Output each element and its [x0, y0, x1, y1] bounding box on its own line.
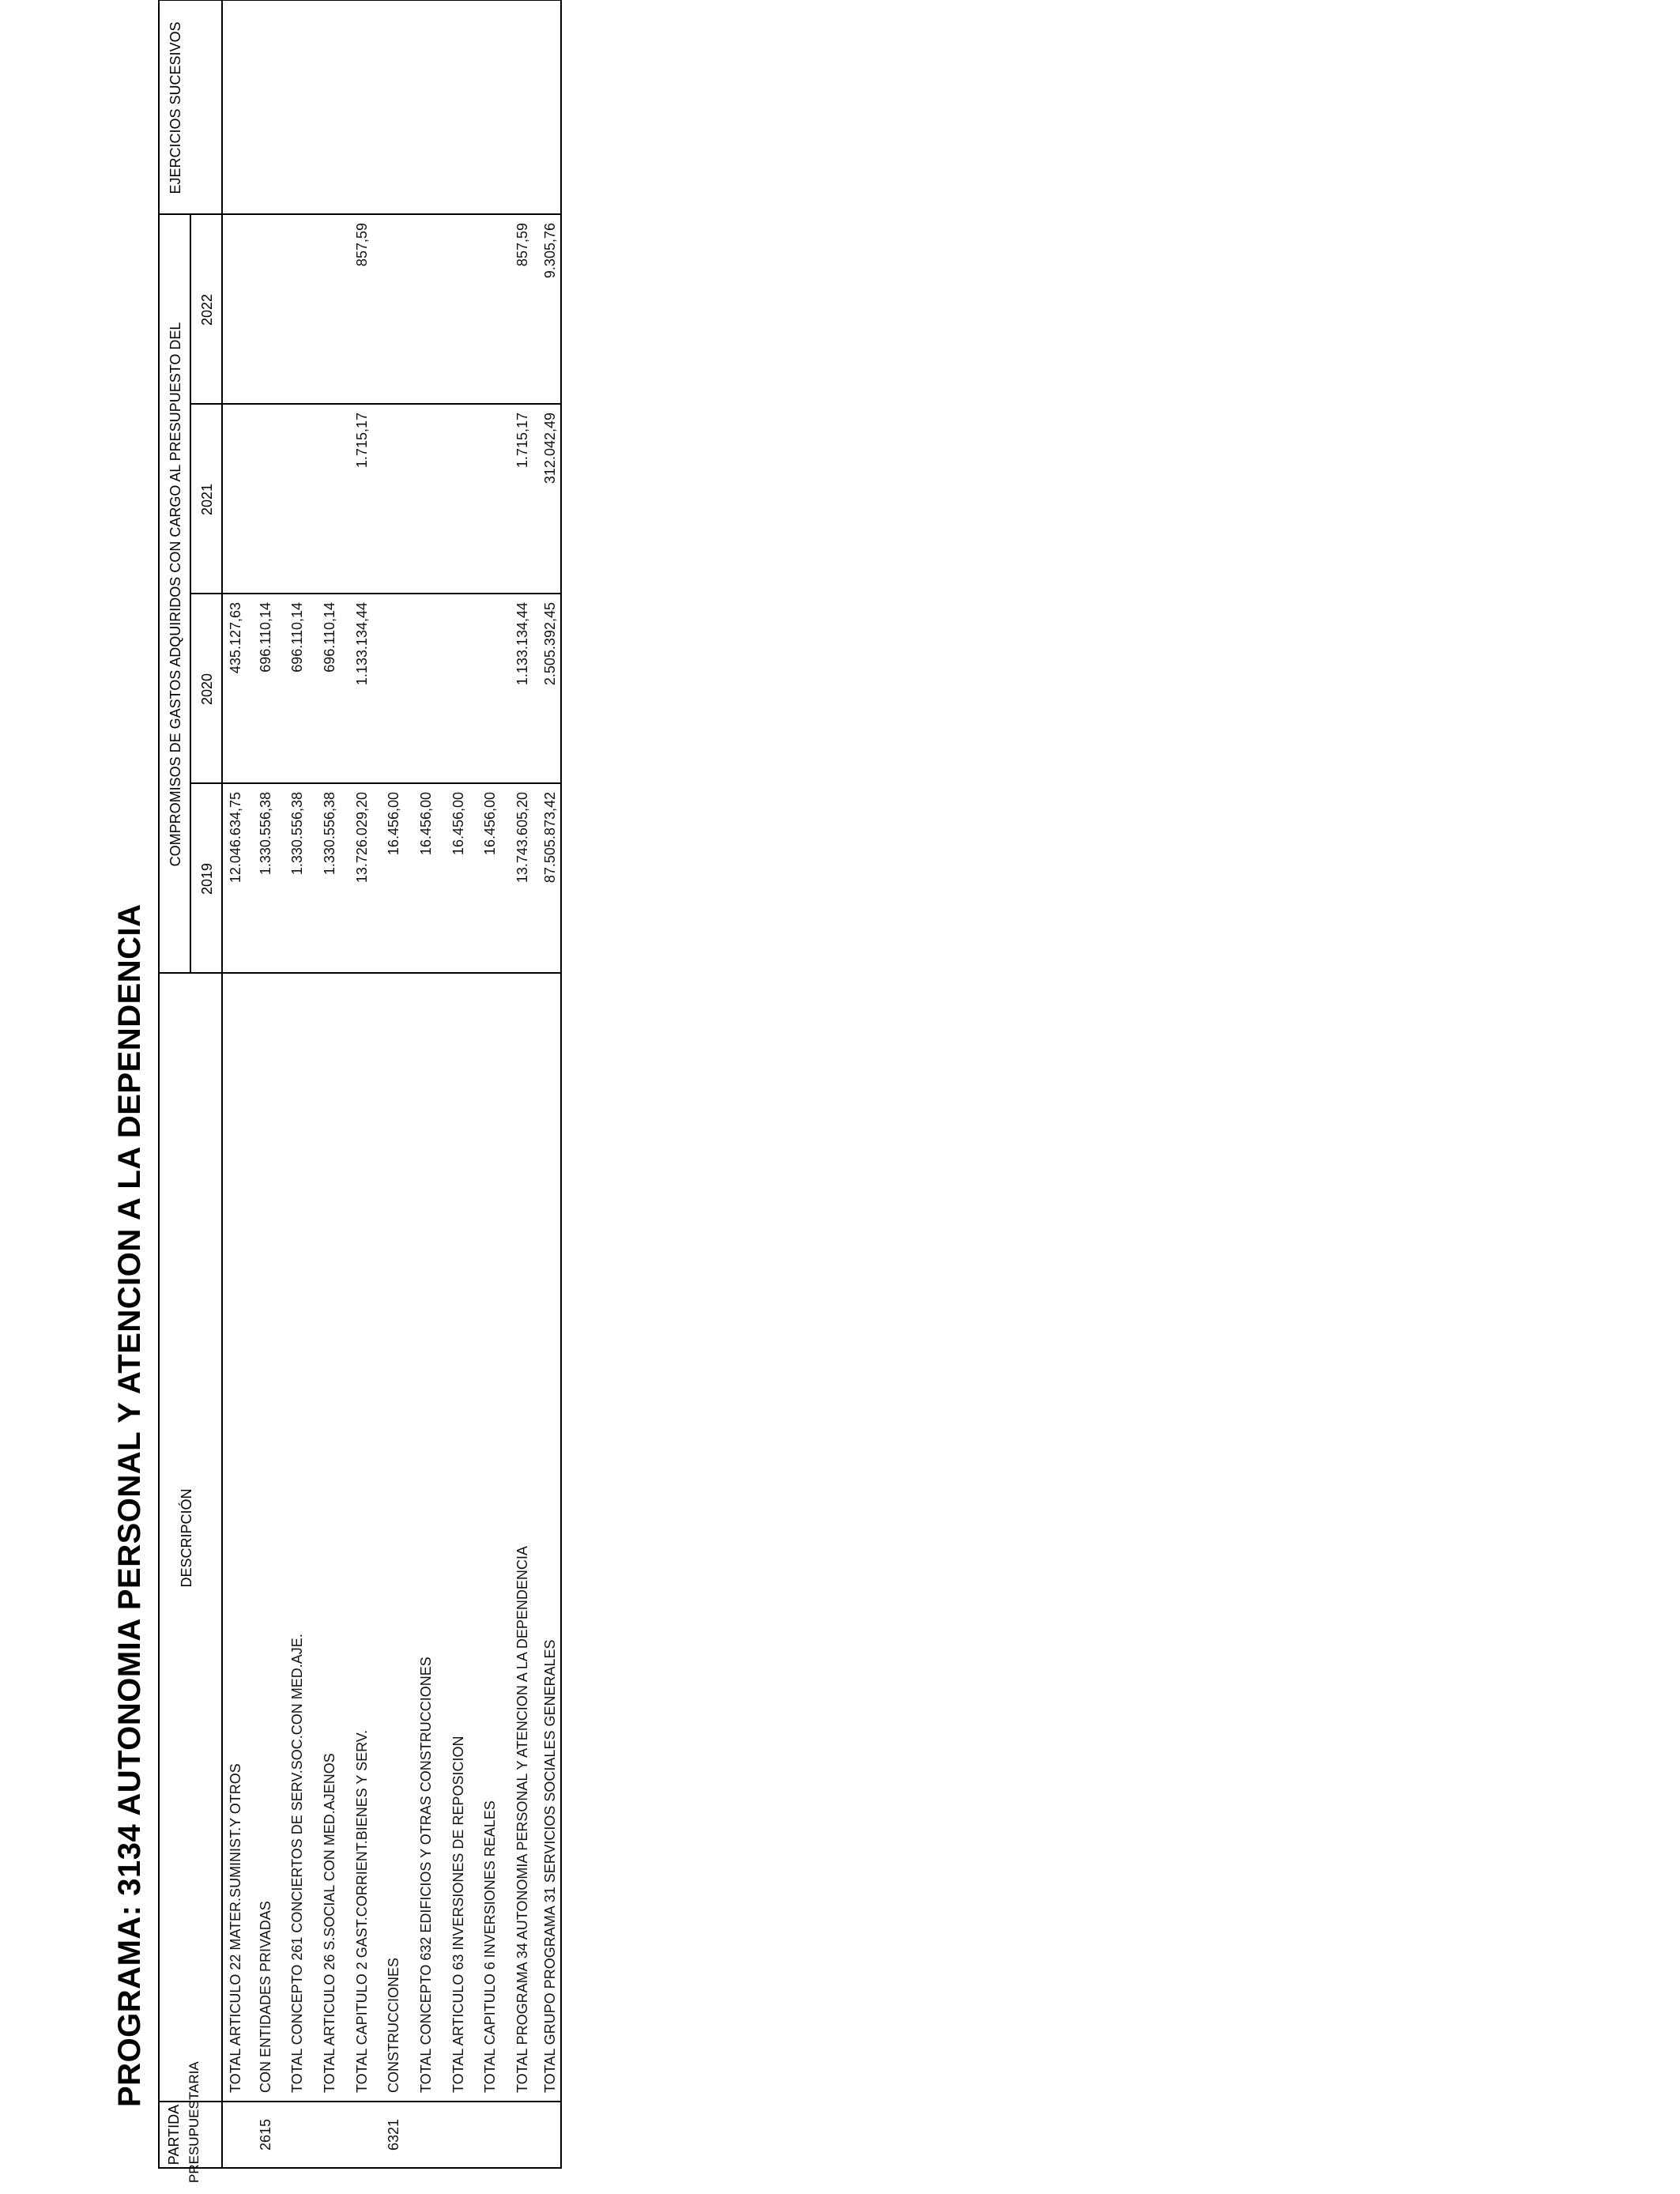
cell-sucesivos [256, 9, 275, 213]
cell-partida [320, 2102, 339, 2167]
cell-2021 [416, 413, 435, 593]
cell-2022 [288, 223, 307, 403]
cell-sucesivos [384, 9, 403, 213]
cell-2019: 16.456,00 [450, 792, 466, 856]
col-divider-2022 [160, 213, 560, 215]
cell-partida [226, 2102, 245, 2167]
cell-sucesivos [320, 9, 339, 213]
cell-2021 [480, 413, 499, 593]
cell-2022 [256, 223, 275, 403]
cell-sucesivos [541, 9, 559, 213]
header-year-2022: 2022 [199, 293, 215, 326]
cell-2020: 435.127,63 [228, 602, 243, 674]
cell-2022: 857,59 [514, 223, 530, 267]
cell-descripcion: TOTAL GRUPO PROGRAMA 31 SERVICIOS SOCIALES GENERALES [542, 1639, 558, 2093]
cell-2019: 1.330.556,38 [322, 792, 337, 876]
cell-sucesivos [288, 9, 307, 213]
col-divider-descripcion [160, 972, 560, 974]
cell-descripcion: TOTAL CONCEPTO 632 EDIFICIOS Y OTRAS CONSTRUCCIONES [418, 1657, 434, 2093]
cell-descripcion: CONSTRUCCIONES [386, 1957, 401, 2093]
cell-partida: 6321 [386, 2118, 401, 2151]
cell-2021 [256, 413, 275, 593]
cell-2022: 857,59 [354, 223, 370, 267]
cell-2020: 1.133.134,44 [354, 602, 370, 686]
cell-sucesivos [480, 9, 499, 213]
cell-2020: 696.110,14 [258, 602, 273, 673]
cell-2020 [384, 602, 403, 782]
cell-descripcion: CON ENTIDADES PRIVADAS [258, 1901, 273, 2093]
header-year-2019: 2019 [199, 862, 215, 895]
cell-2021 [449, 413, 468, 593]
cell-2022 [480, 223, 499, 403]
cell-sucesivos [449, 9, 468, 213]
page-title: PROGRAMA: 3134 AUTONOMIA PERSONAL Y ATENCION A LA DEPENDENCIA [112, 903, 147, 2107]
header-compromisos: COMPROMISOS DE GASTOS ADQUIRIDOS CON CARGO AL PRESUPUESTO DEL [168, 322, 183, 867]
cell-2022 [384, 223, 403, 403]
header-presupuestaria: PRESUPUESTARIA [186, 2061, 202, 2183]
cell-sucesivos [352, 9, 371, 213]
cell-descripcion: TOTAL CAPITULO 6 INVERSIONES REALES [482, 1800, 498, 2093]
cell-2020 [449, 602, 468, 782]
col-divider-2021 [190, 403, 560, 405]
cell-partida [288, 2102, 307, 2167]
cell-2020: 1.133.134,44 [514, 602, 530, 686]
cell-2019: 16.456,00 [386, 792, 401, 856]
cell-2021 [320, 413, 339, 593]
header-bottom-line [221, 1, 223, 2167]
header-ejercicios-sucesivos: EJERCICIOS SUCESIVOS [168, 21, 183, 194]
cell-partida [416, 2102, 435, 2167]
cell-2020: 2.505.392,45 [542, 602, 558, 686]
cell-descripcion: TOTAL PROGRAMA 34 AUTONOMIA PERSONAL Y ATENCION A LA DEPENDENCIA [514, 1546, 530, 2093]
cell-2022 [416, 223, 435, 403]
cell-2019: 1.330.556,38 [258, 792, 273, 876]
cell-2019: 13.726.029,20 [354, 792, 370, 884]
col-divider-2020 [190, 593, 560, 594]
cell-sucesivos [513, 9, 532, 213]
col-divider-2019 [190, 782, 560, 784]
cell-2022 [449, 223, 468, 403]
cell-2021 [226, 413, 245, 593]
header-year-2021: 2021 [199, 483, 215, 516]
cell-partida [513, 2102, 532, 2167]
cell-partida [352, 2102, 371, 2167]
cell-partida [449, 2102, 468, 2167]
cell-2019: 16.456,00 [482, 792, 498, 856]
cell-2022 [320, 223, 339, 403]
cell-2019: 13.743.605,20 [514, 792, 530, 884]
cell-2019: 1.330.556,38 [289, 792, 305, 876]
cell-2019: 12.046.634,75 [228, 792, 243, 884]
cell-descripcion: TOTAL ARTICULO 63 INVERSIONES DE REPOSICION [450, 1736, 466, 2093]
cell-sucesivos [226, 9, 245, 213]
cell-2021: 1.715,17 [354, 413, 370, 469]
cell-2021 [288, 413, 307, 593]
cell-2019: 16.456,00 [418, 792, 434, 856]
cell-descripcion: TOTAL CONCEPTO 261 CONCIERTOS DE SERV.SOC.CON MED.AJE. [289, 1634, 305, 2093]
cell-descripcion: TOTAL CAPITULO 2 GAST.CORRIENT.BIENES Y SERV. [354, 1729, 370, 2093]
cell-2020: 696.110,14 [322, 602, 337, 673]
cell-2021 [384, 413, 403, 593]
cell-partida [541, 2102, 559, 2167]
header-descripcion: DESCRIPCIÓN [179, 1488, 194, 1588]
cell-descripcion: TOTAL ARTICULO 26 S.SOCIAL CON MED.AJENOS [322, 1753, 337, 2093]
header-divider-compromisos [190, 215, 191, 974]
cell-partida [480, 2102, 499, 2167]
cell-2020 [416, 602, 435, 782]
cell-2020: 696.110,14 [289, 602, 305, 673]
cell-2021: 1.715,17 [514, 413, 530, 469]
cell-2020 [480, 602, 499, 782]
cell-2022: 9.305,76 [542, 223, 558, 279]
cell-partida: 2615 [258, 2118, 273, 2151]
header-year-2020: 2020 [199, 673, 215, 706]
cell-2021: 312.042,49 [542, 413, 558, 484]
cell-2019: 87.505.873,42 [542, 792, 558, 884]
cell-2022 [226, 223, 245, 403]
budget-table [158, 0, 562, 2183]
cell-descripcion: TOTAL ARTICULO 22 MATER.SUMINIST.Y OTROS [228, 1763, 243, 2093]
header-partida: PARTIDA [166, 2104, 182, 2166]
cell-sucesivos [416, 9, 435, 213]
